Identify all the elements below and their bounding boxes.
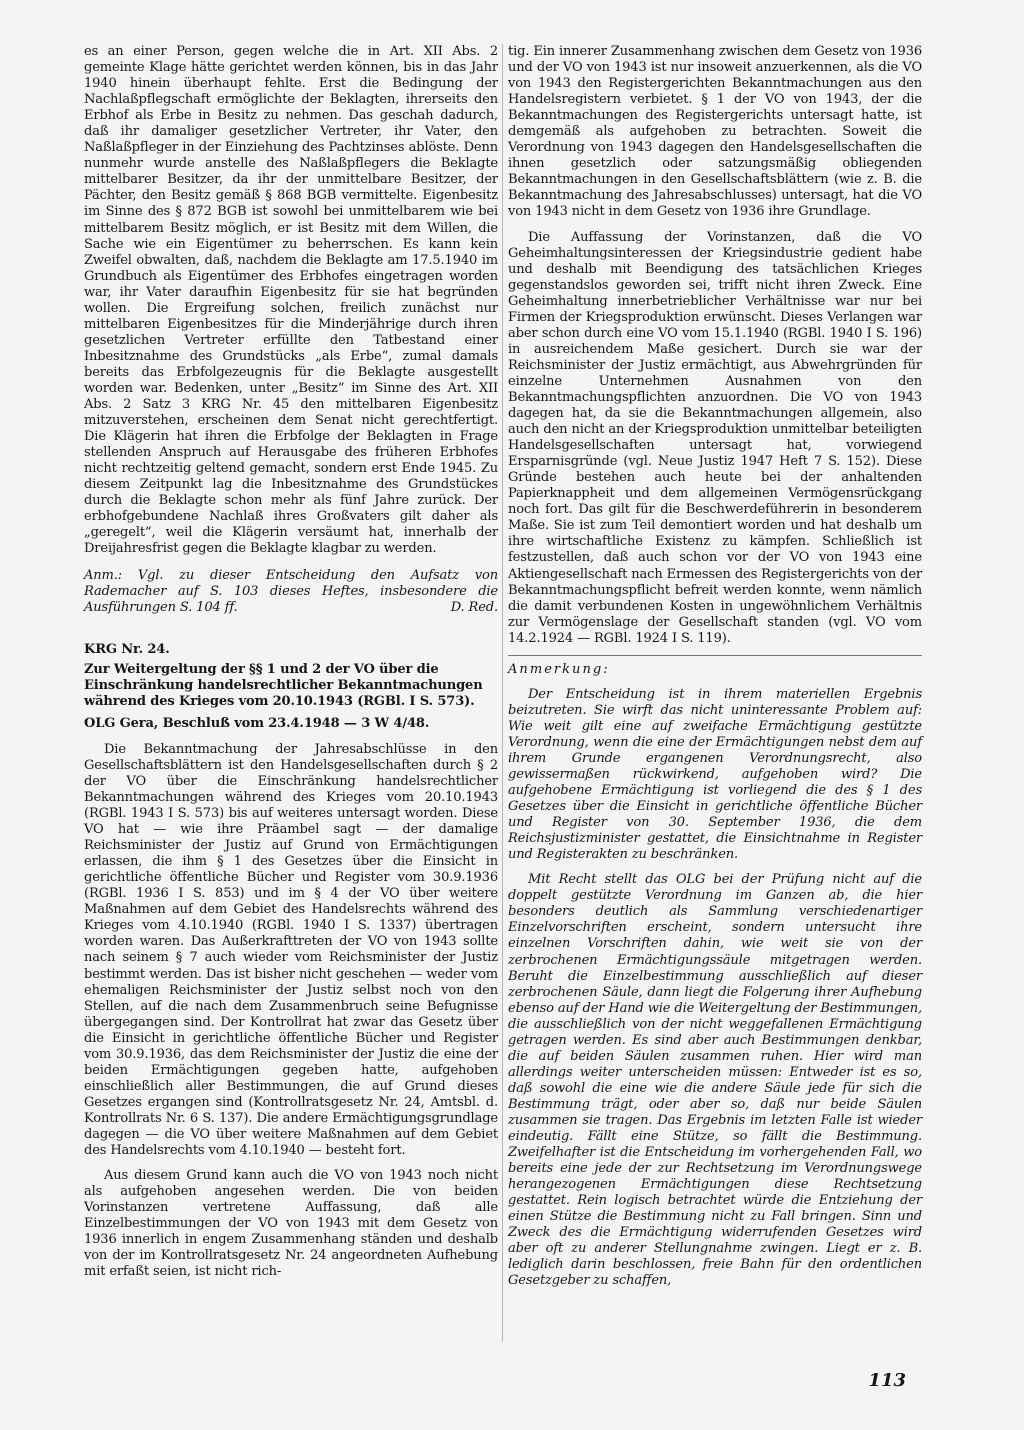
section-divider	[508, 655, 922, 656]
column-rule	[502, 44, 503, 1342]
editor-note-sign: D. Red.	[450, 599, 498, 615]
annotation-paragraph-1: Der Entscheidung ist in ihrem materiellen Ergebnis beizutreten. Sie wirft das nicht uninteressante Problem auf: Wie weit gilt eine auf zweifache Ermächtigung gestützte Verordnung, wenn die eine der Ermächtigungen nebst dem auf ihrem Grunde ergangenen Verordnungsrecht, also gewissermaßen rückwirkend, aufgehoben wird? Die aufgehobene Ermächtigung ist vorliegend die des § 1 des Gesetzes über die Einsicht in gerichtliche öffentliche Bücher und Register von 30. September 1936, die dem Reichsjustizminister gestattet, die Einsichtnahme in Register und Registerakten zu beschränken.	[508, 686, 922, 863]
editor-note	[84, 568, 498, 616]
right-paragraph-1: tig. Ein innerer Zusammenhang zwischen dem Gesetz von 1936 und der VO von 1943 ist nur insoweit anzuerkennen, als die VO von 1943 den Registergerichten Bekanntmachungen aus den Handelsregistern verbietet. § 1 der VO von 1943, der die Bekanntmachungen des Registergerichts untersagt hatte, ist demgemäß als aufgehoben zu betrachten. Soweit die Verordnung von 1943 dagegen den Handelsgesellschaften die ihnen gesetzlich oder satzungsmäßig obliegenden Bekanntmachungen in den Gesellschaftsblättern (wie z. B. die Bekanntmachung des Jahresabschlusses) untersagt, hat die VO von 1943 nicht in dem Gesetz von 1936 ihre Grundlage.	[508, 44, 922, 220]
case-title: Zur Weitergeltung der §§ 1 und 2 der VO über die Einschränkung handelsrechtlicher Bekanntmachungen während des Krieges vom 20.10.1943 (RGBl. I S. 573).	[84, 661, 483, 709]
page-number: 113	[868, 1370, 906, 1391]
right-paragraph-2: Die Auffassung der Vorinstanzen, daß die VO Geheimhaltungsinteressen der Kriegsindustrie gedient habe und deshalb mit Beendigung des tatsächlichen Krieges gegenstandslos geworden sei, trifft nicht ihren Zweck. Eine Geheimhaltung innerbetrieblicher Verhältnisse war nur bei Firmen der Kriegsproduktion erwünscht. Dieses Verlangen war aber schon durch eine VO vom 15.1.1940 (RGBl. 1940 I S. 196) in ausreichendem Maße gesichert. Durch sie war der Reichsminister der Justiz ermächtigt, aus Abwehrgründen für einzelne Unternehmen Ausnahmen von den Bekanntmachungspflichten anzuordnen. Die VO von 1943 dagegen hat, da sie die Bekanntmachungen allgemein, also auch den nicht an der Kriegsproduktion unmittelbar beteiligten Handelsgesellschaften untersagt hat, vorwiegend Ersparnisgründe (vgl. Neue Justiz 1947 Heft 7 S. 152). Diese Gründe bestehen auch heute bei der anhaltenden Papierknappheit und dem allgemeinen Vermögensrückgang noch fort. Das gilt für die Beschwerdeführerin in besonderem Maße. Sie ist zum Teil demontiert worden und hat deshalb um ihre wirtschaftliche Existenz zu kämpfen. Schließlich ist festzustellen, daß auch schon vor der VO von 1943 eine Aktiengesellschaft nach Ermessen des Registergerichts von der Bekanntmachungspflicht befreit werden konnte, wenn nämlich die damit verbundenen Kosten in ungewöhnlichem Verhältnis zur Vermögenslage der Gesellschaft standen (vgl. VO vom 14.2.1924 — RGBl. 1924 I S. 119).	[508, 229, 922, 646]
left-paragraph-2: Die Bekanntmachung der Jahresabschlüsse in den Gesellschaftsblättern ist den Handelsgesellschaften durch § 2 der VO über die Einschränkung handelsrechtlicher Bekanntmachungen während des Krieges vom 20.10.1943 (RGBl. 1943 I S. 573) bis auf weiteres untersagt worden. Diese VO hat — wie ihre Präambel sagt — der damalige Reichsminister der Justiz auf Grund von Ermächtigungen erlassen, die ihm § 1 des Gesetzes über die Einsicht in gerichtliche öffentliche Bücher und Register vom 30.9.1936 (RGBl. 1936 I S. 853) und im § 4 der VO über weitere Maßnahmen auf dem Gebiet des Handelsrechts während des Krieges vom 4.10.1940 (RGBl. 1940 I S. 1337) übertragen worden waren. Das Außerkrafttreten der VO von 1943 sollte nach seinem § 7 auch wieder vom Reichsminister der Justiz bestimmt werden. Das ist bisher nicht geschehen — weder vom ehemaligen Reichsminister der Justiz selbst noch von den Stellen, auf die nach dem Zusammenbruch seine Befugnisse übergegangen sind. Der Kontrollrat hat zwar das Gesetz über die Einsicht in gerichtliche öffentliche Bücher und Register vom 30.9.1936, das dem Reichsminister der Justiz die eine der beiden Ermächtigungen gegeben hatte, aufgehoben einschließlich aller Bestimmungen, die auf Grund dieses Gesetzes ergangen sind (Kontrollratsgesetz Nr. 24, Amtsbl. d. Kontrollrats Nr. 6 S. 137). Die andere Ermächtigungsgrundlage dagegen — die VO über weitere Maßnahmen auf dem Gebiet des Handelsrechts vom 4.10.1940 — besteht fort.	[84, 741, 498, 1159]
left-paragraph-1: es an einer Person, gegen welche die in Art. XII Abs. 2 gemeinte Klage hätte gerichtet werden können, bis in das Jahr 1940 hinein überhaupt fehlte. Erst die Bedingung der Nachlaßpflegschaft ermöglichte der Beklagten, ihrerseits den Erbhof als Erbe in Besitz zu nehmen. Das geschah dadurch, daß ihr damaliger gesetzlicher Vertreter, ihr Vater, den Naßlaßpfleger in der Einziehung des Pachtzinses ablöste. Denn nunmehr wurde anstelle des Naßlaßpflegers die Beklagte mittelbarer Besitzer, da ihr der unmittelbare Besitzer, der Pächter, den Besitz gemäß § 868 BGB vermittelte. Eigenbesitz im Sinne des § 872 BGB ist sowohl bei unmittelbarem wie bei mittelbarem Besitz möglich, er ist Besitz mit dem Willen, die Sache wie ein Eigentümer zu beherrschen. Es kann kein Zweifel obwalten, daß, nachdem die Beklagte am 17.5.1940 im Grundbuch als Eigentümer des Erbhofes eingetragen worden war, ihr Vater daraufhin Eigenbesitz für sie hat begründen wollen. Die Ergreifung solchen, freilich zunächst nur mittelbaren Eigenbesitzes für die Minderjährige durch ihren gesetzlichen Vertreter erfüllte den Tatbestand einer Inbesitznahme des Grundstücks „als Erbe“, zumal damals bereits das Erbfolgezeugnis für die Beklagte ausgestellt worden war. Bedenken, unter „Besitz“ im Sinne des Art. XII Abs. 2 Satz 3 KRG Nr. 45 den mittelbaren Eigenbesitz mitzuverstehen, erscheinen dem Senat nicht gerechtfertigt. Die Klägerin hat ihren die Erbfolge der Beklagten in Frage stellenden Anspruch auf Herausgabe des früheren Erbhofes nicht rechtzeitig geltend gemacht, sondern erst Ende 1945. Zu diesem Zeitpunkt lag die Inbesitznahme des Grundstückes durch die Beklagte schon mehr als fünf Jahre zurück. Der erbhofgebundene Nachlaß ihres Großvaters gilt daher als „geregelt“, weil die Klägerin versäumt hat, innerhalb der Dreijahresfrist gegen die Beklagte klagbar zu werden.	[84, 44, 498, 557]
court-reference: OLG Gera, Beschluß vom 23.4.1948 — 3 W 4/48.	[84, 715, 430, 731]
case-number: KRG Nr. 24.	[84, 641, 170, 657]
left-paragraph-3: Aus diesem Grund kann auch die VO von 1943 noch nicht als aufgehoben angesehen werden. Die von beiden Vorinstanzen vertretene Auffassung, daß alle Einzelbestimmungen der VO von 1943 mit dem Gesetz von 1936 innerlich in engem Zusammenhang ständen und deshalb von der im Kontrollratsgesetz Nr. 24 angeordneten Aufhebung mit erfaßt seien, ist nicht rich-	[84, 1168, 498, 1280]
annotation-paragraph-2: Mit Recht stellt das OLG bei der Prüfung nicht auf die doppelt gestützte Verordnung im Ganzen ab, die hier besonders deutlich als Sammlung verschiedenartiger Einzelvorschriften erscheint, sondern untersucht ihre einzelnen Vorschriften dahin, wie weit sie von der zerbrochenen Ermächtigungssäule mitgetragen werden. Beruht die Einzelbestimmung ausschließlich auf dieser zerbrochenen Säule, dann liegt die Folgerung ihrer Aufhebung ebenso auf der Hand wie die Weitergeltung der Bestimmungen, die ausschließlich von der nicht weggefallenen Ermächtigung getragen werden. Es sind aber auch Bestimmungen denkbar, die auf beiden Säulen zusammen ruhen. Hier wird man allerdings weiter unterscheiden müssen: Entweder ist es so, daß sowohl die eine wie die andere Säule jede für sich die Bestimmung trägt, oder aber so, daß nur beide Säulen zusammen sie tragen. Das Ergebnis im letzten Falle ist wieder eindeutig. Fällt eine Stütze, so fällt die Bestimmung. Zweifelhafter ist die Entscheidung im vorhergehenden Fall, wo bereits eine jede der zur Rechtsetzung im Verordnungswege herangezogenen Ermächtigungen diese Rechtsetzung gestattet. Rein logisch betrachtet würde die Entziehung der einen Stütze die Bestimmung nicht zu Fall bringen. Sinn und Zweck des die Ermächtigung widerrufenden Gesetzes wird aber oft zu anderer Stellungnahme zwingen. Liegt er z. B. lediglich darin beschlossen, freie Bahn für den ordentlichen Gesetzgeber zu schaffen,	[508, 872, 922, 1289]
editor-note-text: Anm.: Vgl. zu dieser Entscheidung den Aufsatz von Rademacher auf S. 103 dieses Heftes, insbesondere die Ausführungen S. 104 ff.	[84, 567, 498, 615]
anmerkung-label: Anmerkung:	[508, 661, 610, 677]
left-column	[84, 44, 498, 1280]
right-column	[508, 44, 922, 1290]
